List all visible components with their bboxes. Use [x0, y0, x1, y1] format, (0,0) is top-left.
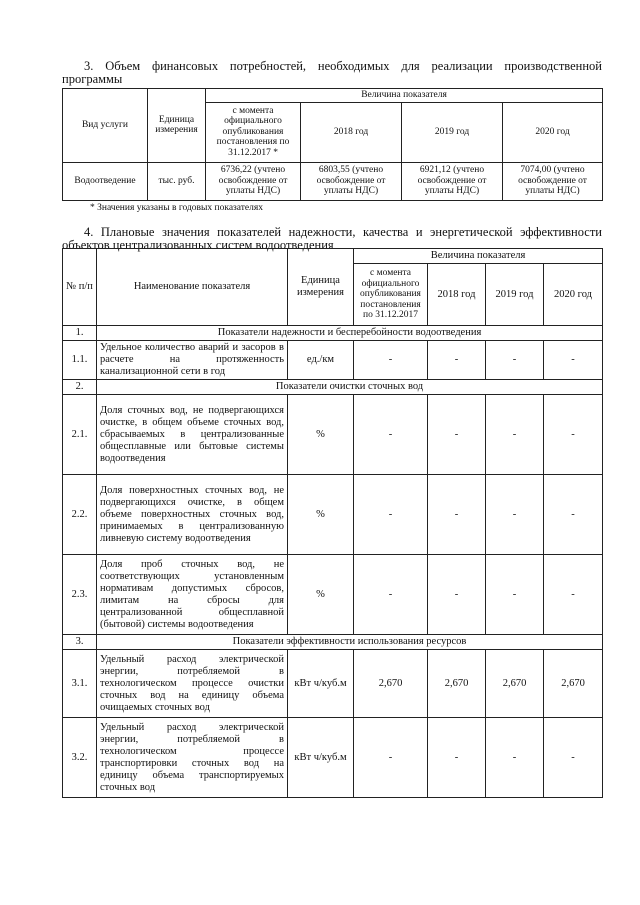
row-num: 3.1.: [63, 650, 97, 718]
table-row: [63, 395, 603, 475]
cell-since: 6736,22 (учтено освобождение от уплаты НДС): [206, 162, 301, 200]
row-2019: 2,670: [486, 650, 544, 718]
header-2018: 2018 год: [428, 264, 486, 326]
row-since: -: [354, 555, 428, 635]
row-since: -: [354, 341, 428, 380]
row-2019: -: [486, 475, 544, 555]
row-num: 2.3.: [63, 555, 97, 635]
row-name: Доля поверхностных сточных вод, не подвергающихся очистке, в общем объеме поверхностных сточных вод, принимаемых в централизованную ливневую систему водоотведения: [97, 475, 288, 555]
header-unit: Единица измерения: [288, 249, 354, 326]
row-2018: -: [428, 555, 486, 635]
cell-unit: тыс. руб.: [148, 162, 206, 200]
group-num: 1.: [63, 326, 97, 341]
table-row: [63, 555, 603, 635]
row-2018: -: [428, 395, 486, 475]
group-row: [63, 326, 603, 341]
row-name: Удельный расход электрической энергии, потребляемой в технологическом процессе очистки сточных вод на единицу объема очищаемых сточных вод: [97, 650, 288, 718]
row-2020: -: [544, 395, 603, 475]
cell-service: Водоотведение: [63, 162, 148, 200]
row-num: 2.1.: [63, 395, 97, 475]
header-name: Наименование показателя: [97, 249, 288, 326]
header-service: Вид услуги: [63, 89, 148, 163]
row-2020: 2,670: [544, 650, 603, 718]
row-since: 2,670: [354, 650, 428, 718]
group-title: Показатели эффективности использования ресурсов: [97, 635, 603, 650]
header-unit: Единица измерения: [148, 89, 206, 163]
row-2018: -: [428, 341, 486, 380]
row-name: Доля проб сточных вод, не соответствующих установленным нормативам допустимых сбросов, лимитам на сбросы для централизованной общесплавной (бытовой) системы водоотведения: [97, 555, 288, 635]
row-unit: %: [288, 555, 354, 635]
row-unit: кВт ч/куб.м: [288, 718, 354, 798]
financial-needs-table: [62, 88, 603, 201]
header-value-group: Величина показателя: [354, 249, 603, 264]
header-2019: 2019 год: [486, 264, 544, 326]
group-num: 3.: [63, 635, 97, 650]
group-title: Показатели надежности и бесперебойности водоотведения: [97, 326, 603, 341]
section3-title: 3. Объем финансовых потребностей, необходимых для реализации производственной программы: [62, 59, 602, 86]
indicators-table: [62, 248, 603, 798]
cell-2019: 6921,12 (учтено освобождение от уплаты НДС): [402, 162, 503, 200]
row-since: -: [354, 475, 428, 555]
row-2018: -: [428, 718, 486, 798]
header-since: с момента официального опубликования постановления по 31.12.2017 *: [206, 102, 301, 162]
row-num: 1.1.: [63, 341, 97, 380]
row-unit: кВт ч/куб.м: [288, 650, 354, 718]
row-name: Доля сточных вод, не подвергающихся очистке, в общем объеме сточных вод, сбрасываемых в централизованные общесплавные или бытовые системы водоотведения: [97, 395, 288, 475]
row-2018: -: [428, 475, 486, 555]
row-2018: 2,670: [428, 650, 486, 718]
header-2019: 2019 год: [402, 102, 503, 162]
row-2019: -: [486, 341, 544, 380]
header-value-group: Величина показателя: [206, 89, 603, 103]
section4-title: 4. Плановые значения показателей надежности, качества и энергетической эффективности объектов централизованных систем водоотведения: [62, 225, 602, 252]
row-name: Удельное количество аварий и засоров в расчете на протяженность канализационной сети в год: [97, 341, 288, 380]
table-row: [63, 650, 603, 718]
row-since: -: [354, 718, 428, 798]
header-2020: 2020 год: [503, 102, 603, 162]
group-title: Показатели очистки сточных вод: [97, 380, 603, 395]
row-2020: -: [544, 718, 603, 798]
row-unit: ед./км: [288, 341, 354, 380]
header-2018: 2018 год: [301, 102, 402, 162]
table-row: [63, 341, 603, 380]
row-2019: -: [486, 395, 544, 475]
row-2019: -: [486, 555, 544, 635]
row-name: Удельный расход электрической энергии, потребляемой в технологическом процессе транспортировки сточных вод на единицу объема транспортируемых сточных вод: [97, 718, 288, 798]
row-2020: -: [544, 341, 603, 380]
group-row: [63, 635, 603, 650]
header-since: с момента официального опубликования постановления по 31.12.2017: [354, 264, 428, 326]
cell-2020: 7074,00 (учтено освобождение от уплаты НДС): [503, 162, 603, 200]
table-row: [63, 718, 603, 798]
cell-2018: 6803,55 (учтено освобождение от уплаты НДС): [301, 162, 402, 200]
row-unit: %: [288, 475, 354, 555]
group-num: 2.: [63, 380, 97, 395]
group-row: [63, 380, 603, 395]
row-2020: -: [544, 475, 603, 555]
table-row: [63, 475, 603, 555]
row-unit: %: [288, 395, 354, 475]
row-num: 3.2.: [63, 718, 97, 798]
header-num: № п/п: [63, 249, 97, 326]
row-since: -: [354, 395, 428, 475]
row-num: 2.2.: [63, 475, 97, 555]
footnote: * Значения указаны в годовых показателях: [90, 203, 264, 213]
row-2020: -: [544, 555, 603, 635]
header-2020: 2020 год: [544, 264, 603, 326]
row-2019: -: [486, 718, 544, 798]
